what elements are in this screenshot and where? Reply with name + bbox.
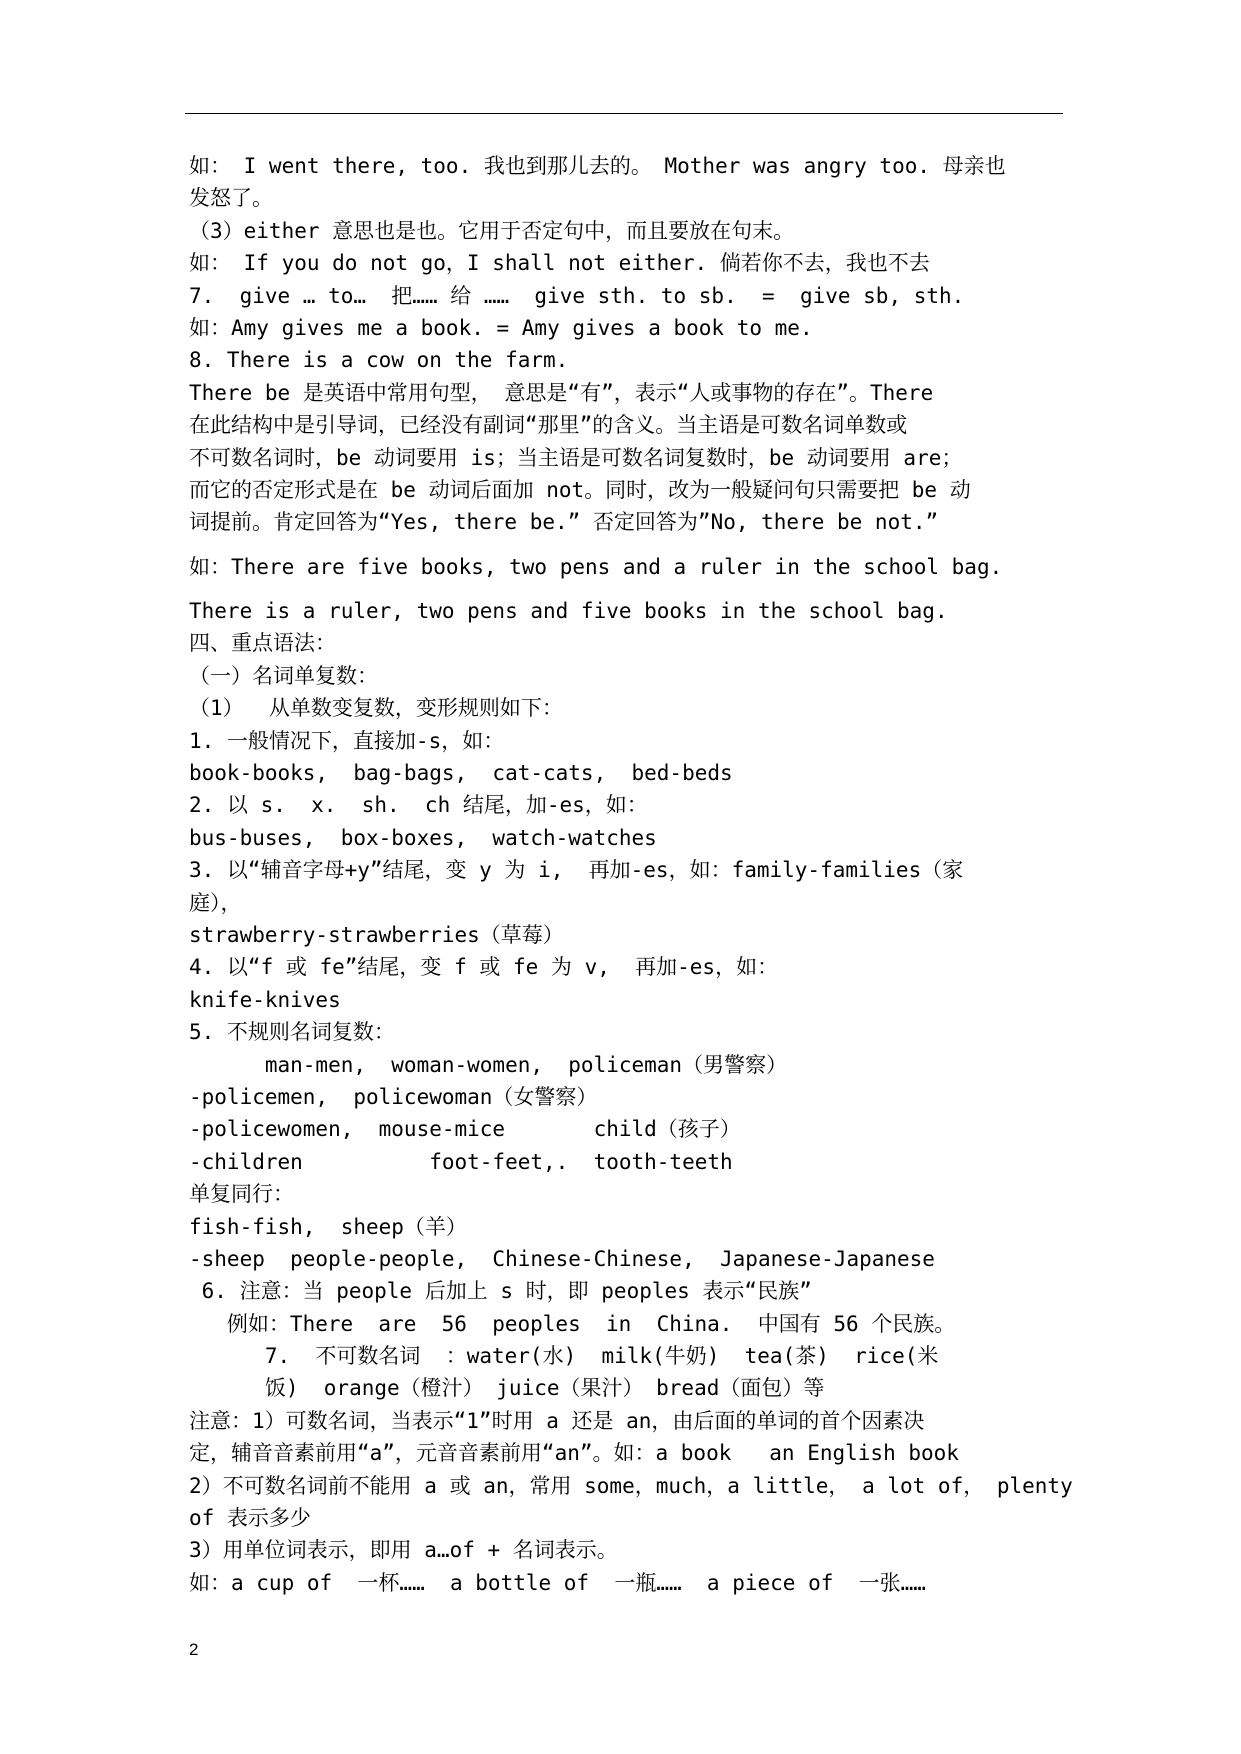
- text-line: 如： I went there, too. 我也到那儿去的。 Mother was angry too. 母亲也: [189, 154, 1006, 178]
- text-line: 发怒了。: [189, 186, 273, 211]
- text-line: book-books, bag-bags, cat-cats, bed-beds: [189, 761, 733, 786]
- section-heading: 四、重点语法：: [189, 631, 336, 656]
- text-line: 在此结构中是引导词，已经没有副词“那里”的含义。当主语是可数名词单数或: [189, 413, 908, 438]
- text-line: 注意：1）可数名词，当表示“1”时用 a 还是 an，由后面的单词的首个因素决: [189, 1408, 925, 1433]
- text-line: 而它的否定形式是在 be 动词后面加 not。同时，改为一般疑问句只需要把 be 动: [189, 477, 971, 502]
- text-line: 饭) orange（橙汁） juice（果汁） bread（面包）等: [189, 1376, 825, 1401]
- text-line: fish-fish, sheep（羊）: [189, 1214, 467, 1239]
- text-line: -children foot-feet,. tooth-teeth: [189, 1149, 733, 1174]
- text-line: of 表示多少: [189, 1506, 311, 1531]
- text-line: 词提前。肯定回答为“Yes, there be.” 否定回答为”No, there be not.”: [189, 510, 939, 535]
- text-line: 如：a cup of 一杯…… a bottle of 一瓶…… a piece of 一张……: [189, 1570, 926, 1595]
- text-line: 8. There is a cow on the farm.: [189, 348, 569, 373]
- text-line: 单复同行：: [189, 1182, 294, 1207]
- text-line: 不可数名词时，be 动词要用 is；当主语是可数名词复数时，be 动词要用 are；: [189, 445, 963, 470]
- text-line: 如： If you do not go，I shall not either. 倘若你不去，我也不去: [189, 251, 930, 276]
- text-line: man-men, woman-women, policeman（男警察）: [189, 1052, 788, 1077]
- text-line: 庭），: [189, 890, 242, 915]
- spacer: [189, 583, 1089, 595]
- text-line: 3）用单位词表示，即用 a…of + 名词表示。: [189, 1538, 618, 1563]
- text-line: There be 是英语中常用句型， 意思是“有”，表示“人或事物的存在”。There: [189, 380, 934, 405]
- text-line: -policemen, policewoman（女警察）: [189, 1084, 598, 1109]
- header-rule: [185, 113, 1063, 114]
- text-line: 6. 注意：当 people 后加上 s 时，即 peoples 表示“民族”: [189, 1279, 812, 1304]
- page-number: 2: [189, 1640, 199, 1659]
- text-line: 如：Amy gives me a book. = Amy gives a book to me.: [189, 315, 813, 340]
- text-line: 定，辅音音素前用“a”，元音音素前用“an”。如：a book an English book: [189, 1441, 959, 1466]
- text-line: 7. give … to… 把…… 给 …… give sth. to sb. = give sb, sth.: [189, 283, 965, 308]
- text-line: 如：There are five books, two pens and a ruler in the school bag.: [189, 554, 1003, 579]
- text-line: 1. 一般情况下，直接加-s，如：: [189, 728, 505, 753]
- text-line: -policewomen, mouse-mice child（孩子）: [189, 1117, 741, 1142]
- text-line: bus-buses, box-boxes, watch-watches: [189, 825, 657, 850]
- text-line: （3）either 意思也是也。它用于否定句中，而且要放在句末。: [189, 218, 795, 243]
- text-line: knife-knives: [189, 987, 341, 1012]
- text-line: There is a ruler, two pens and five books in the school bag.: [189, 599, 948, 624]
- text-line: strawberry-strawberries（草莓）: [189, 922, 564, 947]
- text-line: 2. 以 s. x. sh. ch 结尾，加-es，如：: [189, 793, 648, 818]
- body-text: [189, 150, 1089, 1599]
- text-line: 5. 不规则名词复数：: [189, 1020, 395, 1045]
- text-line: （1） 从单数变复数，变形规则如下：: [189, 696, 563, 721]
- text-line: 例如：There are 56 peoples in China. 中国有 56 个民族。: [189, 1311, 956, 1336]
- spacer: [189, 539, 1089, 551]
- text-line: 3. 以“辅音字母+y”结尾，变 y 为 i, 再加-es，如：family-families（家: [189, 858, 964, 883]
- text-line: 4. 以“f 或 fe”结尾，变 f 或 fe 为 v, 再加-es，如：: [189, 955, 779, 980]
- text-line: 2）不可数名词前不能用 a 或 an，常用 some，much，a little， a lot of， plenty: [189, 1473, 1073, 1498]
- subsection-heading: （一）名词单复数：: [189, 663, 378, 688]
- text-line: 7. 不可数名词 ：water(水) milk(牛奶) tea(茶) rice(米: [189, 1344, 939, 1369]
- text-line: -sheep people-people, Chinese-Chinese, Japanese-Japanese: [189, 1246, 935, 1271]
